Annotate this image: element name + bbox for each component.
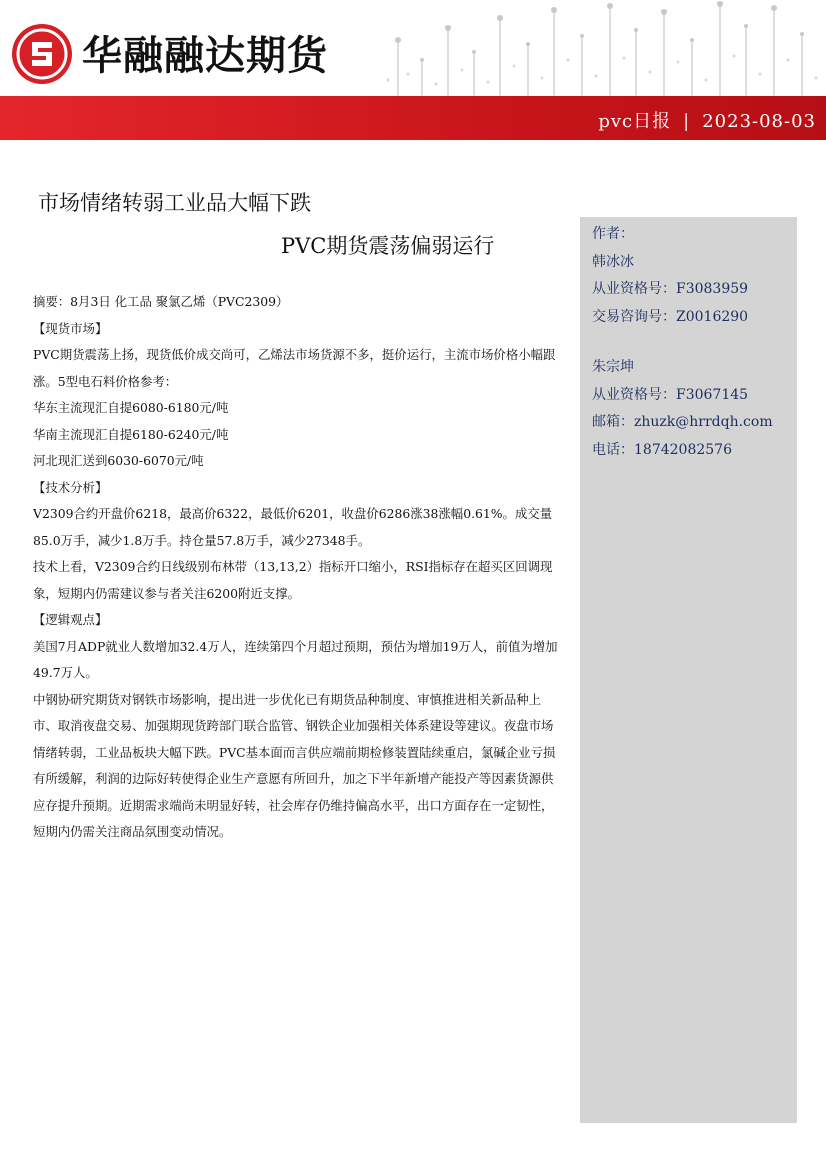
report-type: pvc日报	[598, 111, 672, 132]
report-header	[0, 0, 826, 142]
author1-license: 从业资格号：F3083959	[592, 281, 749, 297]
main-title: 市场情绪转弱工业品大幅下跌	[38, 191, 311, 215]
section-heading-spot: 【现货市场】	[33, 320, 108, 336]
author2-phone: 电话：18742082576	[592, 441, 732, 458]
price-hebei: 河北现汇送到6030-6070元/吨	[33, 453, 204, 468]
section-heading-technical: 【技术分析】	[33, 479, 108, 495]
author2-name: 朱宗坤	[592, 359, 634, 375]
price-east: 华东主流现汇自提6080-6180元/吨	[33, 400, 229, 415]
price-south: 华南主流现汇自提6180-6240元/吨	[33, 426, 229, 442]
report-tag	[598, 107, 816, 133]
author-label: 作者：	[592, 226, 634, 242]
author2-email: 邮箱：zhuzk@hrrdqh.com	[592, 414, 773, 430]
summary-line: 摘要：8月3日 化工品 聚氯乙烯（PVC2309）	[33, 294, 289, 309]
report-body	[33, 289, 563, 846]
paragraph-adp: 美国7月ADP就业人数增加32.4万人，连续第四个月超过预期，预估为增加19万人，前值为增加49.7万人。	[33, 638, 558, 680]
sub-title: PVC期货震荡偏弱运行	[281, 234, 495, 258]
report-date: 2023-08-03	[702, 111, 816, 132]
paragraph-technical: 技术上看，V2309合约日线级别布林带（13,13,2）指标开口缩小，RSI指标存在超买区回调现象，短期内仍需建议参与者关注6200附近支撑。	[33, 559, 553, 601]
company-name: 华融融达期货	[82, 33, 328, 79]
author2-license: 从业资格号：F3067145	[592, 386, 749, 403]
header-separator: |	[683, 111, 691, 132]
author1-name: 韩冰冰	[592, 253, 634, 270]
section-heading-logic: 【逻辑观点】	[33, 612, 108, 627]
paragraph-outlook: 中钢协研究期货对钢铁市场影响，提出进一步优化已有期货品种制度、审慎推进相关新品种上市、取消夜盘交易、加强期现货跨部门联合监管、钢铁企业加强相关体系建设等建议。夜盘市场情绪转弱，工业品板块大幅下跌。PVC基本面而言供应端前期检修装置陆续重启，氯碱企业亏损有所缓解，利润的边际好转使得企业生产意愿有所回升，加之下半年新增产能投产等因素货源供应存提升预期。近期需求端尚未明显好转，社会库存仍维持偏高水平，出口方面存在一定韧性，短期内仍需关注商品氛围变动情况。	[33, 691, 556, 839]
author1-consult: 交易咨询号：Z0016290	[592, 308, 749, 325]
paragraph-contract: V2309合约开盘价6218，最高价6322，最低价6201，收盘价6286涨38涨幅0.61%。成交量85.0万手，减少1.8万手。持仓量57.8万手，减少27348手。	[33, 506, 553, 548]
company-logo-icon	[10, 22, 74, 86]
paragraph-spot: PVC期货震荡上扬，现货低价成交尚可，乙烯法市场货源不多，挺价运行，主流市场价格小幅跟涨。5型电石料价格参考：	[33, 347, 556, 389]
decorative-pattern	[378, 0, 826, 96]
author-sidebar	[580, 217, 797, 1123]
